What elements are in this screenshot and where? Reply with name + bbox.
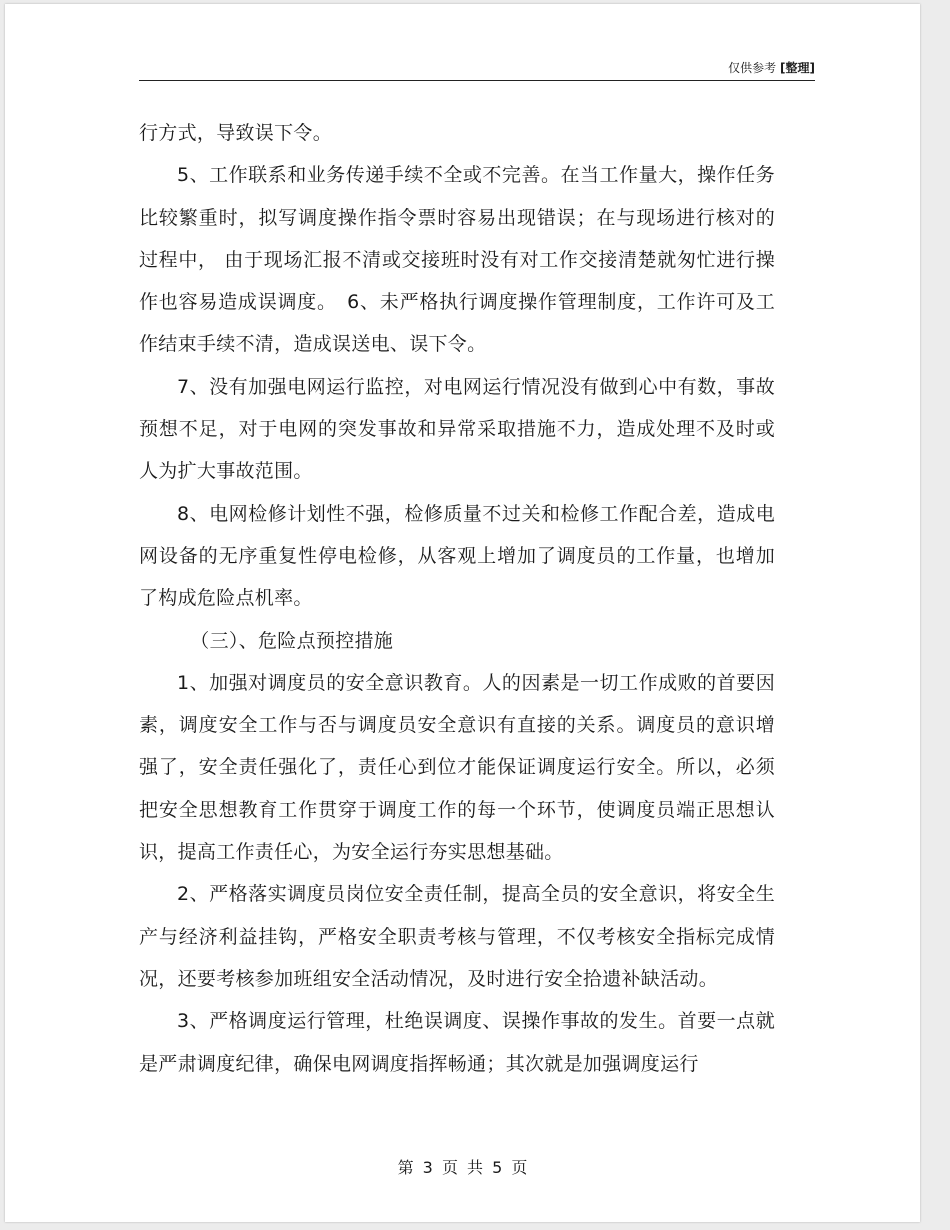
document-body bbox=[139, 112, 775, 1085]
header-tag: [整理] bbox=[780, 61, 815, 75]
paragraph: 行方式，导致误下令。 bbox=[139, 122, 333, 144]
page-footer bbox=[5, 1156, 920, 1180]
document-page bbox=[5, 4, 920, 1222]
header-text: 仅供参考 bbox=[728, 61, 777, 75]
paragraph: 5、工作联系和业务传递手续不全或不完善。在当工作量大，操作任务比较繁重时，拟写调度操作指令票时容易出现错误；在与现场进行核对的过程中， 由于现场汇报不清或交接班时没有对工作交接清楚就匆忙进行操作也容易造成误调度。 6、未严格执行调度操作管理制度，工作许可及工作结束手续不清，造成误送电、误下令。 bbox=[139, 164, 775, 356]
paragraph: 1、加强对调度员的安全意识教育。人的因素是一切工作成败的首要因素，调度安全工作与否与调度员安全意识有直接的关系。调度员的意识增强了，安全责任强化了，责任心到位才能保证调度运行安全。所以，必须把安全思想教育工作贯穿于调度工作的每一个环节，使调度员端正思想认识，提高工作责任心，为安全运行夯实思想基础。 bbox=[139, 671, 775, 864]
paragraph: 2、严格落实调度员岗位安全责任制，提高全员的安全意识，将安全生产与经济利益挂钩，严格安全职责考核与管理，不仅考核安全指标完成情况，还要考核参加班组安全活动情况，及时进行安全拾遗补缺活动。 bbox=[139, 883, 775, 990]
page-number: 第 3 页 共 5 页 bbox=[397, 1158, 528, 1177]
section-heading: （三）、危险点预控措施 bbox=[190, 629, 394, 652]
paragraph: 8、电网检修计划性不强，检修质量不过关和检修工作配合差，造成电网设备的无序重复性停电检修，从客观上增加了调度员的工作量，也增加了构成危险点机率。 bbox=[139, 502, 775, 610]
paragraph: 3、严格调度运行管理，杜绝误调度、误操作事故的发生。首要一点就是严肃调度纪律，确保电网调度指挥畅通；其次就是加强调度运行 bbox=[139, 1010, 775, 1075]
page-header bbox=[139, 58, 815, 81]
paragraph: 7、没有加强电网运行监控，对电网运行情况没有做到心中有数，事故预想不足，对于电网的突发事故和异常采取措施不力，造成处理不及时或人为扩大事故范围。 bbox=[139, 375, 775, 483]
